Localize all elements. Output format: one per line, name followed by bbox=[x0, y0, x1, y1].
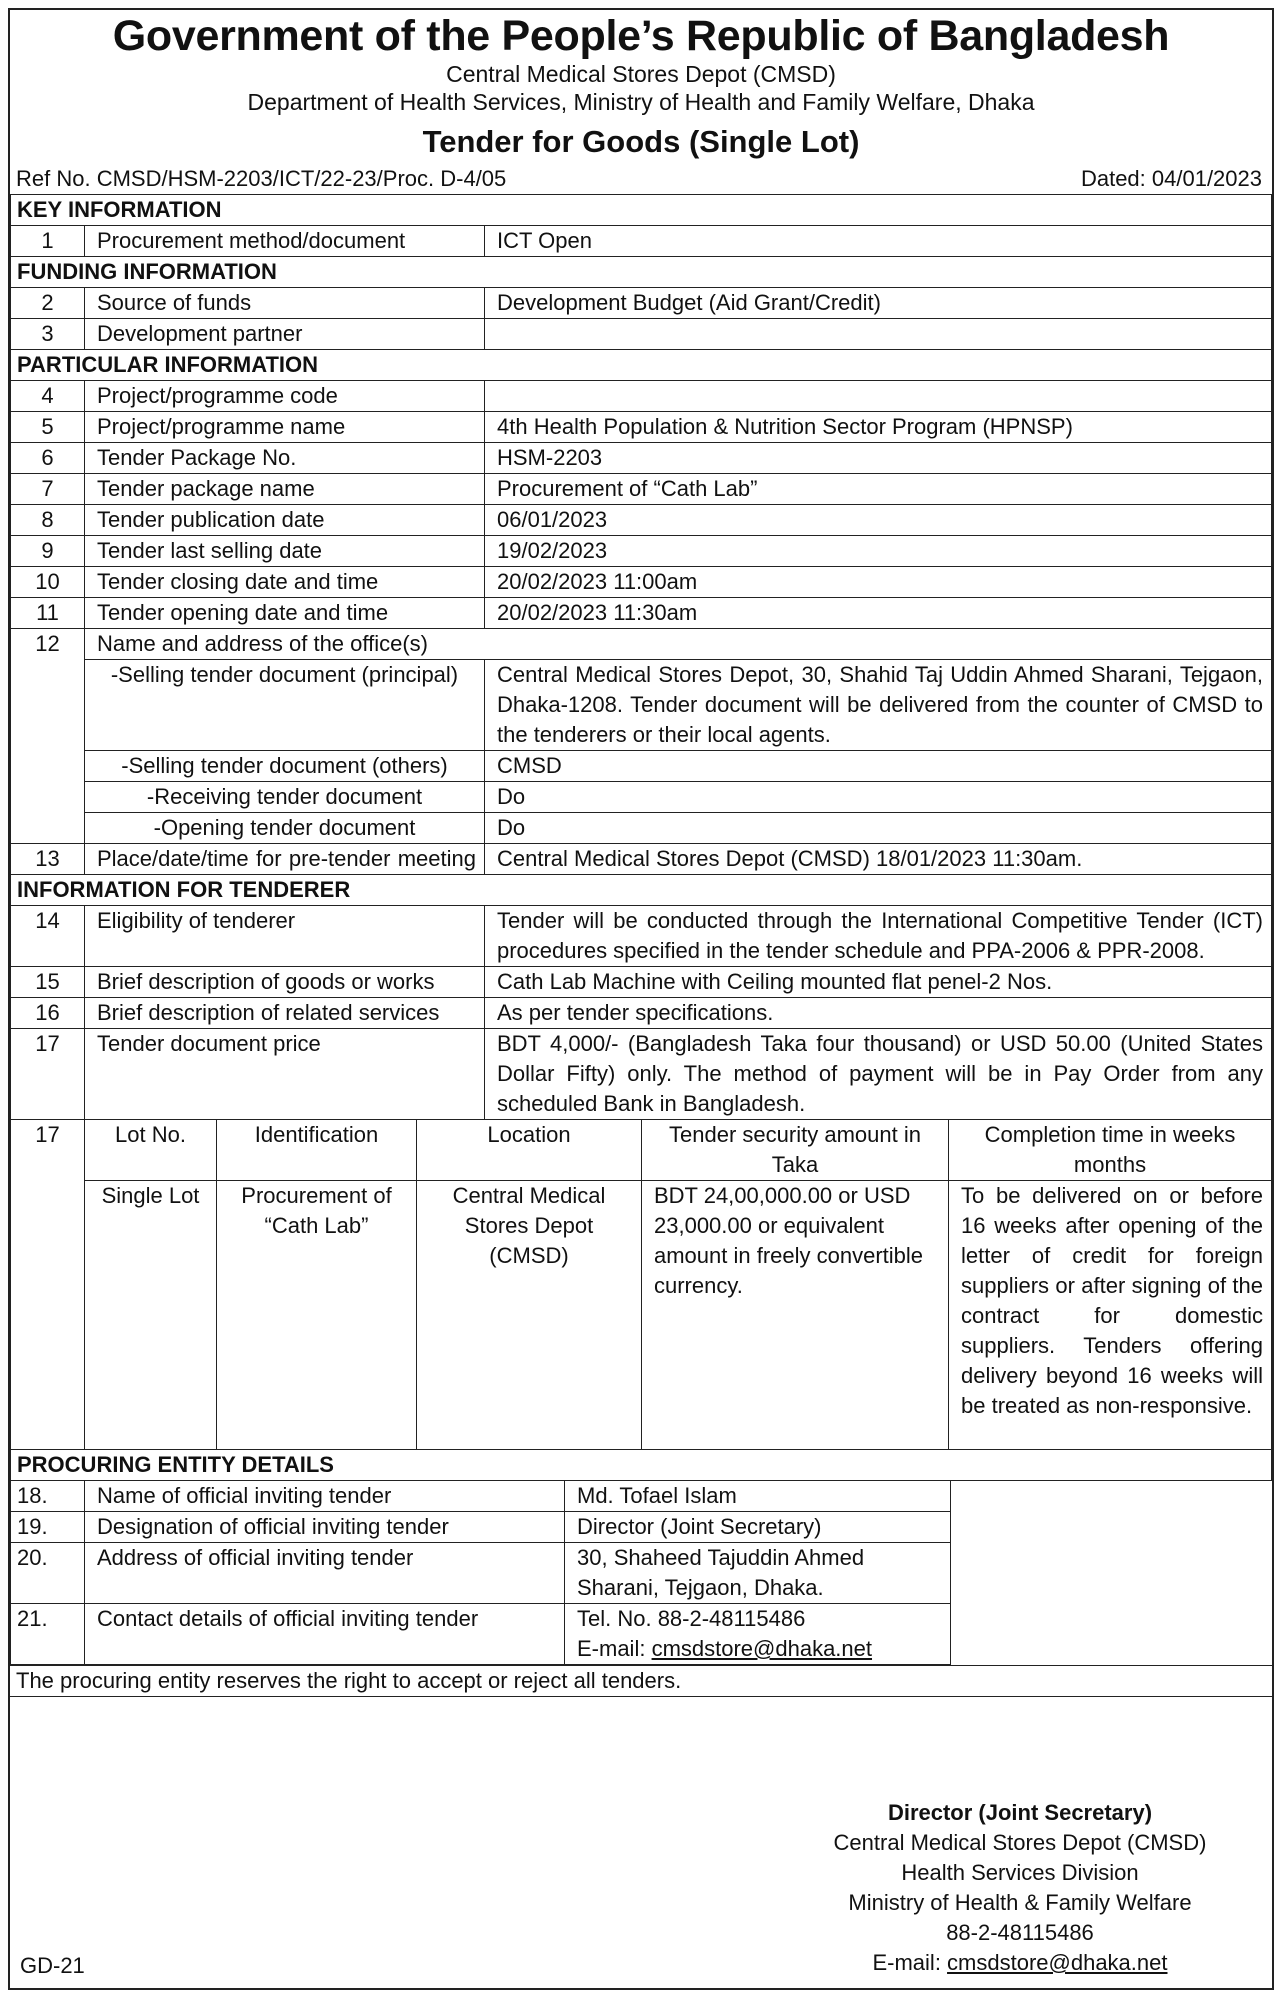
lot-no-cell: Single Lot bbox=[85, 1181, 217, 1450]
row-value: Md. Tofael Islam bbox=[565, 1481, 951, 1512]
row-number: 17 bbox=[11, 1120, 85, 1450]
row-label: Eligibility of tenderer bbox=[85, 906, 485, 967]
section-tenderer: INFORMATION FOR TENDERER bbox=[11, 875, 1272, 906]
row-number: 17 bbox=[11, 1029, 85, 1120]
table-row bbox=[11, 474, 1272, 505]
blank-cell bbox=[951, 1481, 1272, 1665]
procuring-entity-table bbox=[10, 1450, 1272, 1665]
row-number: 1 bbox=[11, 226, 85, 257]
date-text: Dated: 04/01/2023 bbox=[1080, 166, 1262, 191]
security-cell: BDT 24,00,000.00 or USD 23,000.00 or equivalent amount in freely convertible currency. bbox=[642, 1181, 949, 1450]
security-header: Tender security amount in Taka bbox=[642, 1120, 949, 1181]
signatory-line: Central Medical Stores Depot (CMSD) bbox=[833, 1830, 1207, 1855]
table-row bbox=[11, 660, 1272, 751]
row-label: Address of official inviting tender bbox=[85, 1543, 565, 1604]
row-value: BDT 4,000/- (Bangladesh Taka four thousand) or USD 50.00 (United States Dollar Fifty) only. The method of payment will be in Pay Order from any scheduled Bank in Bangladesh. bbox=[485, 1029, 1272, 1120]
table-row bbox=[11, 629, 1272, 660]
row-label: Designation of official inviting tender bbox=[85, 1512, 565, 1543]
row-value: As per tender specifications. bbox=[485, 998, 1272, 1029]
section-funding: FUNDING INFORMATION bbox=[11, 257, 1272, 288]
row-number: 9 bbox=[11, 536, 85, 567]
row-label: Tender publication date bbox=[85, 505, 485, 536]
email-label: E-mail: bbox=[577, 1636, 652, 1661]
tender-title: Tender for Goods (Single Lot) bbox=[422, 124, 860, 159]
table-row bbox=[11, 505, 1272, 536]
table-row bbox=[11, 967, 1272, 998]
reservation-note: The procuring entity reserves the right to accept or reject all tenders. bbox=[10, 1665, 1272, 1697]
row-label: Procurement method/document bbox=[85, 226, 485, 257]
row-value: Central Medical Stores Depot, 30, Shahid Taj Uddin Ahmed Sharani, Tejgaon, Dhaka-1208. Tender document will be delivered from the counter of CMSD to the tenderers or their local agents. bbox=[485, 660, 1272, 751]
row-label: Tender package name bbox=[85, 474, 485, 505]
table-row bbox=[11, 567, 1272, 598]
footer-code: GD-21 bbox=[20, 1953, 85, 1978]
section-heading-row bbox=[11, 1450, 1272, 1481]
table-row bbox=[11, 906, 1272, 967]
row-number: 11 bbox=[11, 598, 85, 629]
table-row bbox=[11, 536, 1272, 567]
section-heading-row bbox=[11, 257, 1272, 288]
row-label: Source of funds bbox=[85, 288, 485, 319]
row-number: 10 bbox=[11, 567, 85, 598]
row-label: Tender last selling date bbox=[85, 536, 485, 567]
table-row bbox=[11, 751, 1272, 782]
row-value: 19/02/2023 bbox=[485, 536, 1272, 567]
table-row bbox=[11, 1029, 1272, 1120]
row-label: Name of official inviting tender bbox=[85, 1481, 565, 1512]
row-label: Tender Package No. bbox=[85, 443, 485, 474]
row-value bbox=[485, 319, 1272, 350]
page-title: Government of the People’s Republic of Bangladesh bbox=[112, 12, 1170, 60]
email-link[interactable]: cmsdstore@dhaka.net bbox=[947, 1950, 1168, 1975]
row-label: Tender document price bbox=[85, 1029, 485, 1120]
signatory-phone: 88-2-48115486 bbox=[946, 1920, 1094, 1945]
table-row bbox=[11, 998, 1272, 1029]
row-label: Tender opening date and time bbox=[85, 598, 485, 629]
section-heading-row bbox=[11, 875, 1272, 906]
row-value: 20/02/2023 11:00am bbox=[485, 567, 1272, 598]
table-row bbox=[11, 782, 1272, 813]
row-number: 7 bbox=[11, 474, 85, 505]
row-value: HSM-2203 bbox=[485, 443, 1272, 474]
row-number: 15 bbox=[11, 967, 85, 998]
table-row bbox=[11, 598, 1272, 629]
email-label: E-mail: bbox=[872, 1950, 948, 1975]
table-row bbox=[11, 319, 1272, 350]
lot-no-header: Lot No. bbox=[85, 1120, 217, 1181]
row-number: 4 bbox=[11, 381, 85, 412]
section-heading-row bbox=[11, 195, 1272, 226]
row-number: 16 bbox=[11, 998, 85, 1029]
table-row bbox=[11, 1481, 1272, 1512]
row-value: Procurement of “Cath Lab” bbox=[485, 474, 1272, 505]
organization-name: Central Medical Stores Depot (CMSD) bbox=[446, 61, 836, 87]
row-label: -Opening tender document bbox=[85, 813, 485, 844]
table-row bbox=[11, 226, 1272, 257]
tender-notice-page bbox=[8, 8, 1274, 1990]
row-label: Project/programme code bbox=[85, 381, 485, 412]
row-label: Tender closing date and time bbox=[85, 567, 485, 598]
row-number: 5 bbox=[11, 412, 85, 443]
table-row bbox=[11, 813, 1272, 844]
row-value: 4th Health Population & Nutrition Sector Program (HPNSP) bbox=[485, 412, 1272, 443]
completion-header: Completion time in weeks months bbox=[949, 1120, 1272, 1181]
row-value: CMSD bbox=[485, 751, 1272, 782]
completion-cell: To be delivered on or before 16 weeks after opening of the letter of credit for foreign suppliers or after signing of the contract for domestic suppliers. Tenders offering delivery beyond 16 weeks will be treated as non-responsive. bbox=[949, 1181, 1272, 1450]
row-number: 21. bbox=[11, 1604, 85, 1665]
contact-email-line bbox=[577, 1634, 942, 1664]
signatory-title: Director (Joint Secretary) bbox=[887, 1800, 1153, 1825]
row-number: 6 bbox=[11, 443, 85, 474]
row-label: Contact details of official inviting tender bbox=[85, 1604, 565, 1665]
table-row bbox=[11, 412, 1272, 443]
identification-cell: Procurement of “Cath Lab” bbox=[217, 1181, 417, 1450]
row-value: Cath Lab Machine with Ceiling mounted flat penel-2 Nos. bbox=[485, 967, 1272, 998]
reference-row bbox=[10, 164, 1272, 195]
row-label: Project/programme name bbox=[85, 412, 485, 443]
row-value bbox=[565, 1604, 951, 1665]
signatory-line: Health Services Division bbox=[901, 1860, 1139, 1885]
lot-data-row bbox=[11, 1181, 1272, 1450]
signatory-line: Ministry of Health & Family Welfare bbox=[848, 1890, 1192, 1915]
row-label: Brief description of related services bbox=[85, 998, 485, 1029]
row-number: 3 bbox=[11, 319, 85, 350]
table-row bbox=[11, 844, 1272, 875]
section-procuring: PROCURING ENTITY DETAILS bbox=[11, 1450, 1272, 1481]
row-label: Place/date/time for pre-tender meeting bbox=[85, 844, 485, 875]
lot-header-row bbox=[11, 1120, 1272, 1181]
contact-tel: Tel. No. 88-2-48115486 bbox=[577, 1606, 806, 1631]
row-number: 14 bbox=[11, 906, 85, 967]
row-label: Development partner bbox=[85, 319, 485, 350]
table-row bbox=[11, 443, 1272, 474]
row-number: 2 bbox=[11, 288, 85, 319]
row-label: -Selling tender document (others) bbox=[85, 751, 485, 782]
row-label: -Selling tender document (principal) bbox=[85, 660, 485, 751]
header bbox=[10, 12, 1272, 162]
lot-table bbox=[10, 1120, 1272, 1450]
row-value: Do bbox=[485, 782, 1272, 813]
row-label: -Receiving tender document bbox=[85, 782, 485, 813]
location-header: Location bbox=[417, 1120, 642, 1181]
row-number: 13 bbox=[11, 844, 85, 875]
row-value: 20/02/2023 11:30am bbox=[485, 598, 1272, 629]
identification-header: Identification bbox=[217, 1120, 417, 1181]
section-heading-row bbox=[11, 350, 1272, 381]
row-number: 18. bbox=[11, 1481, 85, 1512]
row-number: 20. bbox=[11, 1543, 85, 1604]
signatory-email-line bbox=[740, 1948, 1286, 1978]
row-value: Development Budget (Aid Grant/Credit) bbox=[485, 288, 1272, 319]
row-label: Brief description of goods or works bbox=[85, 967, 485, 998]
department-name: Department of Health Services, Ministry of Health and Family Welfare, Dhaka bbox=[247, 89, 1035, 115]
section-particular: PARTICULAR INFORMATION bbox=[11, 350, 1272, 381]
row-value: Tender will be conducted through the International Competitive Tender (ICT) procedures specified in the tender schedule and PPA-2006 & PPR-2008. bbox=[485, 906, 1272, 967]
location-cell: Central Medical Stores Depot (CMSD) bbox=[417, 1181, 642, 1450]
row-value bbox=[485, 381, 1272, 412]
row-value: Director (Joint Secretary) bbox=[565, 1512, 951, 1543]
information-table bbox=[10, 195, 1272, 1120]
row-value: ICT Open bbox=[485, 226, 1272, 257]
row-value: 30, Shaheed Tajuddin Ahmed Sharani, Tejgaon, Dhaka. bbox=[565, 1543, 951, 1604]
row-value: 06/01/2023 bbox=[485, 505, 1272, 536]
table-row bbox=[11, 288, 1272, 319]
row-label: Name and address of the office(s) bbox=[85, 629, 1272, 660]
signature-block bbox=[740, 1798, 1286, 1978]
email-link[interactable]: cmsdstore@dhaka.net bbox=[651, 1636, 873, 1661]
section-key: KEY INFORMATION bbox=[11, 195, 1272, 226]
row-value: Central Medical Stores Depot (CMSD) 18/01/2023 11:30am. bbox=[485, 844, 1272, 875]
row-number: 12 bbox=[11, 629, 85, 844]
row-number: 19. bbox=[11, 1512, 85, 1543]
row-value: Do bbox=[485, 813, 1272, 844]
ref-number: Ref No. CMSD/HSM-2203/ICT/22-23/Proc. D-4/05 bbox=[16, 166, 507, 191]
table-row bbox=[11, 381, 1272, 412]
row-number: 8 bbox=[11, 505, 85, 536]
